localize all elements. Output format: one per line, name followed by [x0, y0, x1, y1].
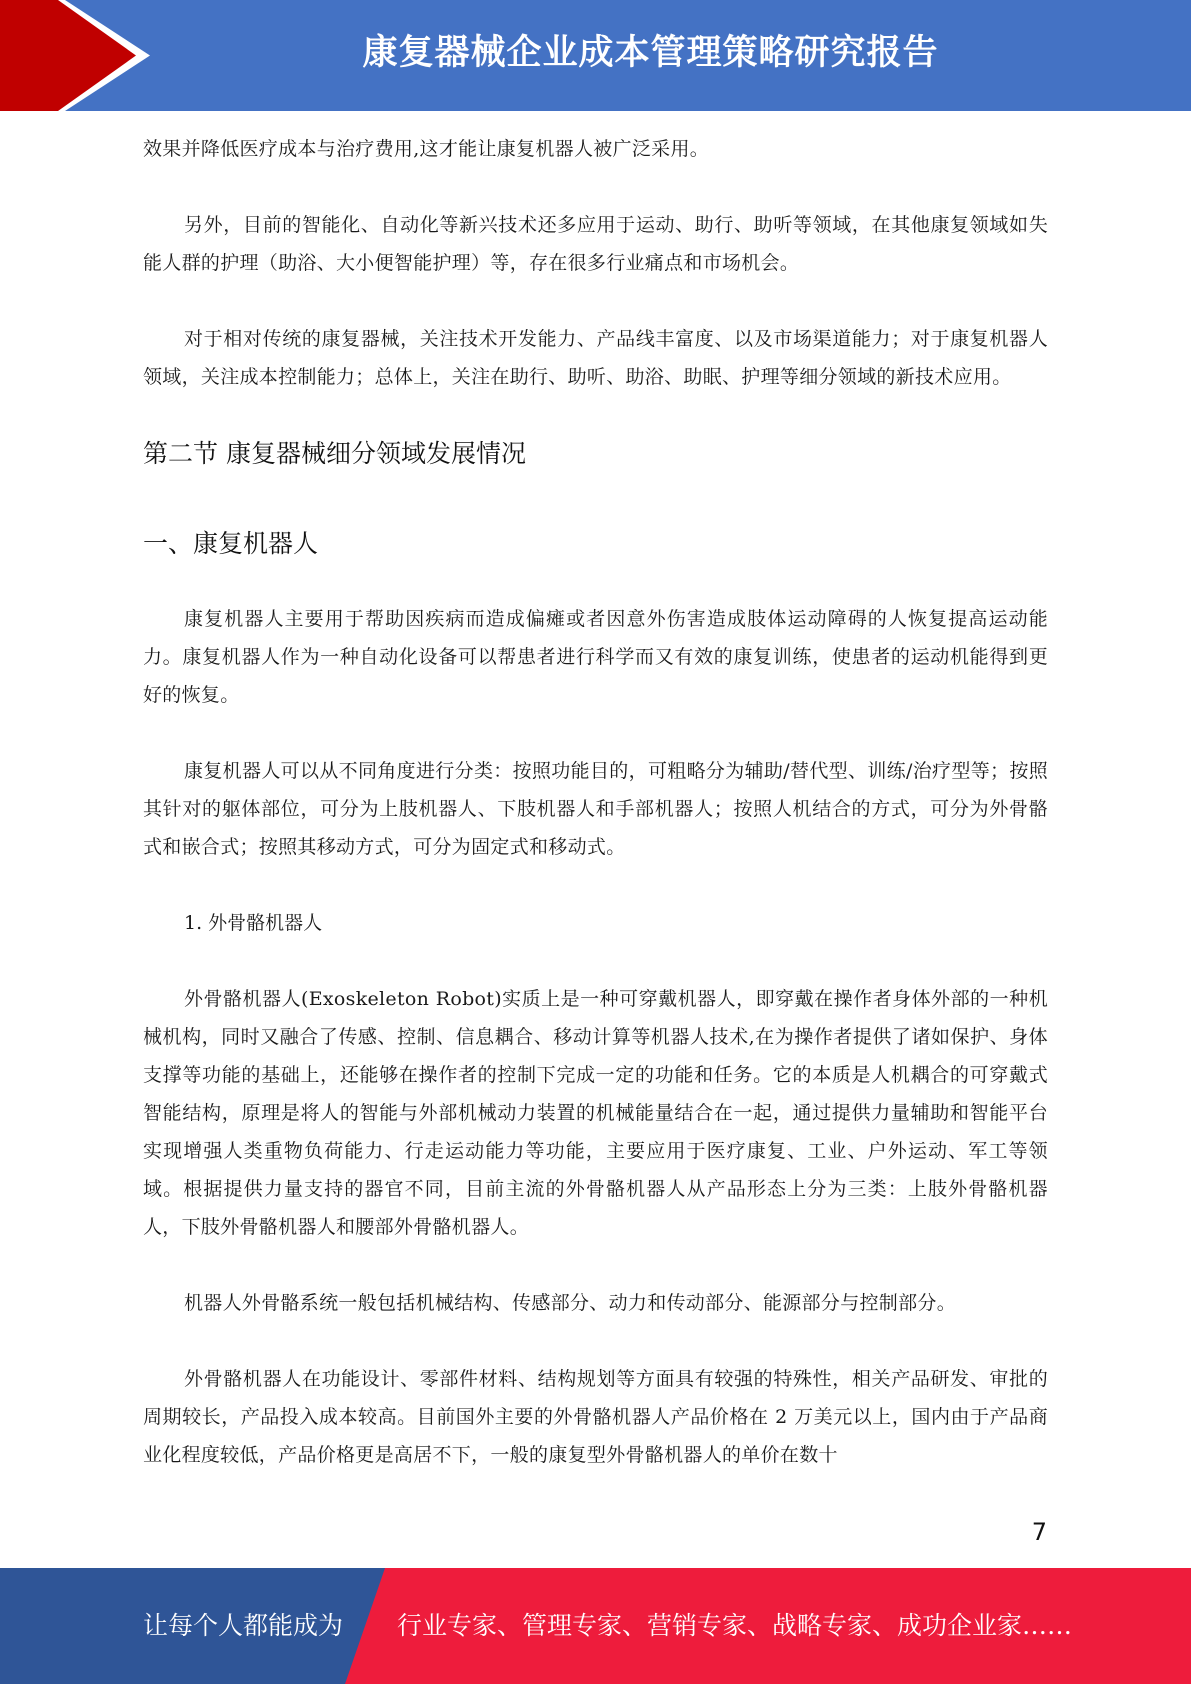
section-heading: 第二节 康复器械细分领域发展情况 [143, 439, 526, 468]
list-item-exoskeleton: 1. 外骨骼机器人 [184, 912, 323, 934]
paragraph-8: 外骨骼机器人在功能设计、零部件材料、结构规划等方面具有较强的特殊性，相关产品研发、审批的周期较长，产品投入成本较高。目前国外主要的外骨骼机器人产品价格在 2 万美元以上，国内由于产品商业化程度较低，产品价格更是高居不下，一般的康复型外骨骼机器人的单价在数十 [143, 1368, 1048, 1466]
report-title: 康复器械企业成本管理策略研究报告 [362, 33, 939, 73]
paragraph-3: 对于相对传统的康复器械，关注技术开发能力、产品线丰富度、以及市场渠道能力；对于康复机器人领域，关注成本控制能力；总体上，关注在助行、助听、助浴、助眠、护理等细分领域的新技术应用。 [143, 328, 1048, 388]
footer-slogan-left: 让每个人都能成为 [143, 1611, 344, 1640]
paragraph-1: 效果并降低医疗成本与治疗费用,这才能让康复机器人被广泛采用。 [143, 138, 710, 160]
page-footer [0, 1568, 1191, 1684]
paragraph-5: 康复机器人可以从不同角度进行分类：按照功能目的，可粗略分为辅助/替代型、训练/治疗型等；按照其针对的躯体部位，可分为上肢机器人、下肢机器人和手部机器人；按照人机结合的方式，可分为外骨骼式和嵌合式；按照其移动方式，可分为固定式和移动式。 [143, 760, 1048, 858]
paragraph-6: 外骨骼机器人(Exoskeleton Robot)实质上是一种可穿戴机器人，即穿戴在操作者身体外部的一种机械机构，同时又融合了传感、控制、信息耦合、移动计算等机器人技术,在为操作者提供了诸如保护、身体支撑等功能的基础上，还能够在操作者的控制下完成一定的功能和任务。它的本质是人机耦合的可穿戴式智能结构，原理是将人的智能与外部机械动力装置的机械能量结合在一起，通过提供力量辅助和智能平台实现增强人类重物负荷能力、行走运动能力等功能，主要应用于医疗康复、工业、户外运动、军工等领域。根据提供力量支持的器官不同，目前主流的外骨骼机器人从产品形态上分为三类：上肢外骨骼机器人，下肢外骨骼机器人和腰部外骨骼机器人。 [143, 988, 1048, 1238]
sub-heading: 一、康复机器人 [143, 529, 319, 558]
paragraph-4: 康复机器人主要用于帮助因疾病而造成偏瘫或者因意外伤害造成肢体运动障碍的人恢复提高运动能力。康复机器人作为一种自动化设备可以帮患者进行科学而又有效的康复训练，使患者的运动机能得到更好的恢复。 [143, 608, 1048, 706]
page-content [143, 130, 1048, 1474]
paragraph-2: 另外，目前的智能化、自动化等新兴技术还多应用于运动、助行、助听等领域，在其他康复领域如失能人群的护理（助浴、大小便智能护理）等，存在很多行业痛点和市场机会。 [143, 214, 1048, 274]
page-number: 7 [1031, 1518, 1047, 1546]
page-header [0, 0, 1191, 111]
footer-slogan-right: 行业专家、管理专家、营销专家、战略专家、成功企业家…… [397, 1611, 1073, 1640]
header-arrow-decoration [0, 0, 150, 111]
paragraph-7: 机器人外骨骼系统一般包括机械结构、传感部分、动力和传动部分、能源部分与控制部分。 [184, 1292, 957, 1314]
